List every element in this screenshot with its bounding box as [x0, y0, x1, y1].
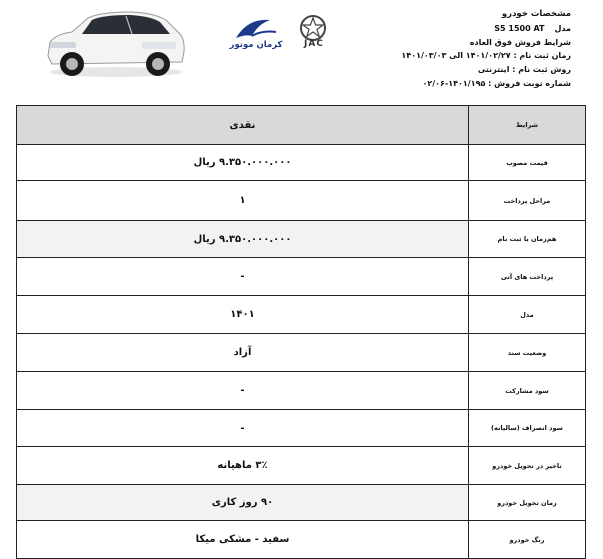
table-row	[17, 221, 586, 258]
table-header-row	[17, 106, 586, 145]
row-label: پرداخت های آتی	[469, 258, 586, 296]
row-value: آزاد	[17, 334, 469, 372]
row-value: سفید - مشکی میکا	[17, 521, 469, 559]
table-row	[17, 145, 586, 181]
row-label: زمان تحویل خودرو	[469, 485, 586, 521]
row-value: -	[17, 258, 469, 296]
row-label: رنگ خودرو	[469, 521, 586, 559]
table-row	[17, 258, 586, 296]
row-label: مراحل پرداخت	[469, 181, 586, 221]
row-label: قیمت مصوب	[469, 145, 586, 181]
row-label: سود انصراف (سالیانه)	[469, 410, 586, 447]
row-label: وضعیت سند	[469, 334, 586, 372]
kerman-motor-logo-text: کرمان موتور	[229, 40, 283, 50]
conditions-line: شرایط فروش فوق العاده	[469, 37, 571, 47]
row-value: ۹.۳۵۰.۰۰۰.۰۰۰ ریال	[17, 145, 469, 181]
table-row	[17, 485, 586, 521]
jac-logo-text: JAC	[304, 39, 324, 49]
registration-method-line: روش ثبت نام : اینترنتی	[477, 65, 571, 75]
sale-conditions-table	[16, 105, 586, 559]
table-row	[17, 410, 586, 447]
table-row	[17, 334, 586, 372]
model-value: S5 1500 AT	[494, 23, 545, 33]
row-value: ۹.۳۵۰.۰۰۰.۰۰۰ ریال	[17, 221, 469, 258]
table-row	[17, 296, 586, 334]
round-number-line: شماره نوبت فروش : ۱۴۰۱/۱۹۵-۰۲/۰۶	[422, 78, 571, 88]
row-label: مدل	[469, 296, 586, 334]
table-row	[17, 447, 586, 485]
row-value: ۱۴۰۱	[17, 296, 469, 334]
header-label: شرایط	[469, 106, 586, 145]
table-row	[17, 181, 586, 221]
row-label: هم‌زمان با ثبت نام	[469, 221, 586, 258]
registration-time-line: زمان ثبت نام : ۱۴۰۱/۰۲/۲۷ الی ۱۴۰۱/۰۳/۰۳	[401, 51, 571, 61]
row-label: سود مشارکت	[469, 372, 586, 410]
row-label: تاخیر در تحویل خودرو	[469, 447, 586, 485]
car-image	[42, 6, 188, 80]
row-value: -	[17, 372, 469, 410]
row-value: ۱	[17, 181, 469, 221]
row-value: -	[17, 410, 469, 447]
table-row	[17, 521, 586, 559]
header-value: نقدی	[17, 106, 469, 145]
row-value: ۹۰ روز کاری	[17, 485, 469, 521]
specs-title: مشخصات خودرو	[501, 9, 571, 19]
page-header	[0, 0, 603, 105]
specs-block	[371, 8, 571, 91]
row-value: ۳٪ ماهیانه	[17, 447, 469, 485]
model-label: مدل	[554, 23, 571, 33]
table-row	[17, 372, 586, 410]
model-line	[371, 22, 571, 36]
